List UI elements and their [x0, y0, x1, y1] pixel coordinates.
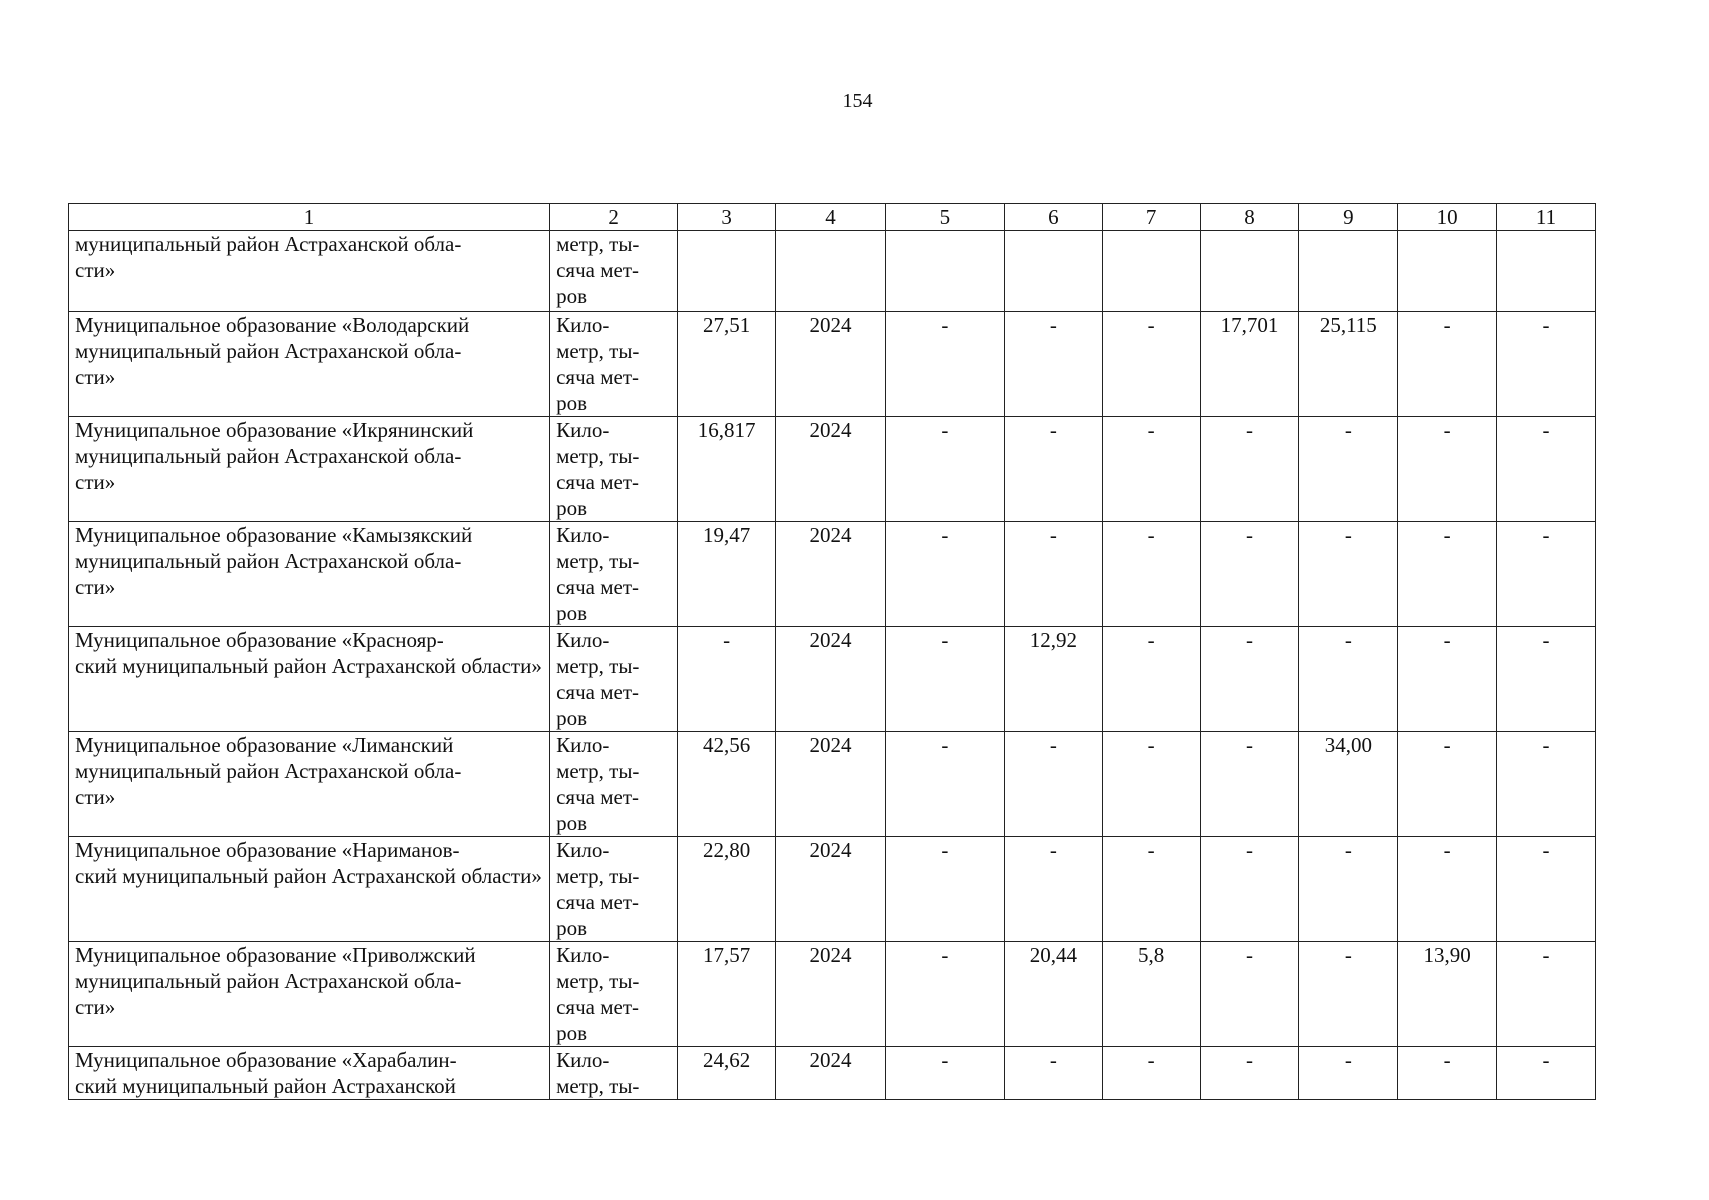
value-cell: 24,62 — [678, 1047, 776, 1100]
column-header: 5 — [885, 204, 1004, 231]
value-cell: - — [1102, 417, 1200, 522]
column-header: 11 — [1497, 204, 1596, 231]
column-header: 8 — [1200, 204, 1299, 231]
value-cell: 27,51 — [678, 312, 776, 417]
data-table — [68, 203, 1596, 1100]
value-cell: - — [1398, 732, 1497, 837]
value-cell — [1299, 231, 1398, 312]
municipality-name-cell: Муниципальное образование «Харабалин- ский муниципальный район Астраханской — [69, 1047, 550, 1100]
value-cell: - — [885, 732, 1004, 837]
value-cell — [776, 231, 886, 312]
value-cell — [885, 231, 1004, 312]
value-cell: - — [885, 417, 1004, 522]
value-cell: - — [1398, 417, 1497, 522]
value-cell: - — [1200, 837, 1299, 942]
value-cell: - — [1497, 312, 1596, 417]
value-cell: - — [1299, 837, 1398, 942]
value-cell: - — [885, 837, 1004, 942]
value-cell: - — [1102, 522, 1200, 627]
value-cell: 17,57 — [678, 942, 776, 1047]
municipality-name-cell: Муниципальное образование «Лиманский муниципальный район Астраханской обла- сти» — [69, 732, 550, 837]
value-cell: - — [1004, 1047, 1102, 1100]
value-cell — [1004, 231, 1102, 312]
value-cell — [678, 231, 776, 312]
value-cell: 2024 — [776, 1047, 886, 1100]
value-cell: - — [1004, 837, 1102, 942]
value-cell: - — [1102, 627, 1200, 732]
value-cell: - — [885, 312, 1004, 417]
value-cell: - — [1102, 732, 1200, 837]
column-header: 4 — [776, 204, 886, 231]
value-cell: - — [885, 942, 1004, 1047]
table-row — [69, 312, 1596, 417]
value-cell — [1102, 231, 1200, 312]
column-header: 1 — [69, 204, 550, 231]
table-row — [69, 732, 1596, 837]
value-cell: - — [1497, 837, 1596, 942]
value-cell: 2024 — [776, 522, 886, 627]
value-cell: - — [1497, 942, 1596, 1047]
value-cell: 42,56 — [678, 732, 776, 837]
municipality-name-cell: Муниципальное образование «Краснояр- ский муниципальный район Астраханской области» — [69, 627, 550, 732]
value-cell: - — [1200, 522, 1299, 627]
municipality-name-cell: Муниципальное образование «Икрянинский муниципальный район Астраханской обла- сти» — [69, 417, 550, 522]
value-cell: 2024 — [776, 942, 886, 1047]
municipality-name-cell: Муниципальное образование «Володарский муниципальный район Астраханской обла- сти» — [69, 312, 550, 417]
value-cell: - — [1200, 627, 1299, 732]
unit-cell: Кило- метр, ты- сяча мет- ров — [550, 942, 678, 1047]
value-cell: - — [1102, 1047, 1200, 1100]
value-cell: 16,817 — [678, 417, 776, 522]
unit-cell: Кило- метр, ты- сяча мет- ров — [550, 312, 678, 417]
value-cell: 34,00 — [1299, 732, 1398, 837]
municipality-name-cell: муниципальный район Астраханской обла- сти» — [69, 231, 550, 312]
value-cell: 19,47 — [678, 522, 776, 627]
municipality-name-cell: Муниципальное образование «Приволжский муниципальный район Астраханской обла- сти» — [69, 942, 550, 1047]
value-cell — [1398, 231, 1497, 312]
page-number: 154 — [842, 90, 873, 112]
value-cell: - — [1004, 732, 1102, 837]
value-cell: - — [1102, 312, 1200, 417]
column-header: 7 — [1102, 204, 1200, 231]
value-cell: - — [1004, 417, 1102, 522]
table-row — [69, 417, 1596, 522]
value-cell: - — [1497, 732, 1596, 837]
value-cell: - — [1398, 522, 1497, 627]
value-cell: 17,701 — [1200, 312, 1299, 417]
value-cell: - — [1004, 312, 1102, 417]
column-header: 10 — [1398, 204, 1497, 231]
value-cell — [1200, 231, 1299, 312]
value-cell: - — [885, 627, 1004, 732]
value-cell: - — [1299, 627, 1398, 732]
value-cell: - — [1497, 417, 1596, 522]
value-cell: 22,80 — [678, 837, 776, 942]
table-row — [69, 1047, 1596, 1100]
value-cell: - — [1398, 837, 1497, 942]
value-cell: - — [1299, 1047, 1398, 1100]
value-cell: - — [1200, 732, 1299, 837]
table-row — [69, 522, 1596, 627]
value-cell: - — [1200, 942, 1299, 1047]
column-header: 2 — [550, 204, 678, 231]
value-cell: 12,92 — [1004, 627, 1102, 732]
column-header: 6 — [1004, 204, 1102, 231]
value-cell: - — [1497, 522, 1596, 627]
value-cell: - — [1497, 627, 1596, 732]
value-cell: - — [1398, 1047, 1497, 1100]
value-cell: 2024 — [776, 732, 886, 837]
value-cell: - — [885, 1047, 1004, 1100]
value-cell: - — [1004, 522, 1102, 627]
value-cell: 2024 — [776, 312, 886, 417]
value-cell: - — [1398, 627, 1497, 732]
value-cell: 2024 — [776, 627, 886, 732]
unit-cell: Кило- метр, ты- сяча мет- ров — [550, 627, 678, 732]
value-cell: 2024 — [776, 837, 886, 942]
value-cell: - — [885, 522, 1004, 627]
header-row — [69, 204, 1596, 231]
value-cell: - — [1398, 312, 1497, 417]
value-cell: - — [1299, 417, 1398, 522]
value-cell: - — [678, 627, 776, 732]
municipality-name-cell: Муниципальное образование «Камызякский муниципальный район Астраханской обла- сти» — [69, 522, 550, 627]
column-header: 3 — [678, 204, 776, 231]
unit-cell: Кило- метр, ты- сяча мет- ров — [550, 522, 678, 627]
municipality-name-cell: Муниципальное образование «Нариманов- ский муниципальный район Астраханской области» — [69, 837, 550, 942]
value-cell: - — [1497, 1047, 1596, 1100]
table-row — [69, 837, 1596, 942]
value-cell: - — [1299, 522, 1398, 627]
unit-cell: Кило- метр, ты- сяча мет- ров — [550, 837, 678, 942]
table-row — [69, 627, 1596, 732]
column-header: 9 — [1299, 204, 1398, 231]
value-cell: 2024 — [776, 417, 886, 522]
value-cell — [1497, 231, 1596, 312]
unit-cell: Кило- метр, ты- — [550, 1047, 678, 1100]
table-row — [69, 231, 1596, 312]
value-cell: 20,44 — [1004, 942, 1102, 1047]
value-cell: - — [1200, 1047, 1299, 1100]
value-cell: 25,115 — [1299, 312, 1398, 417]
table-row — [69, 942, 1596, 1047]
value-cell: 5,8 — [1102, 942, 1200, 1047]
value-cell: - — [1200, 417, 1299, 522]
value-cell: - — [1299, 942, 1398, 1047]
unit-cell: метр, ты- сяча мет- ров — [550, 231, 678, 312]
value-cell: - — [1102, 837, 1200, 942]
unit-cell: Кило- метр, ты- сяча мет- ров — [550, 732, 678, 837]
value-cell: 13,90 — [1398, 942, 1497, 1047]
unit-cell: Кило- метр, ты- сяча мет- ров — [550, 417, 678, 522]
